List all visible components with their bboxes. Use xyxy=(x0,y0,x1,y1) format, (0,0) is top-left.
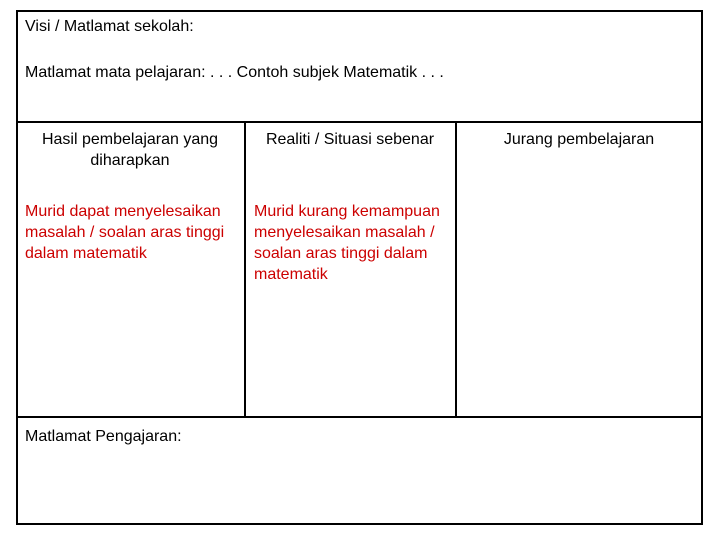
heading-learning-gap: Jurang pembelajaran xyxy=(503,131,655,148)
divider-table-bottom xyxy=(16,416,703,418)
heading-actual-situation: Realiti / Situasi sebenar xyxy=(265,131,435,148)
vision-label: Visi / Matlamat sekolah: xyxy=(25,18,194,35)
subject-goal-label: Matlamat mata pelajaran: . . . Contoh subjek Matematik . . . xyxy=(25,64,444,81)
divider-header-bottom xyxy=(16,121,703,123)
actual-situation-text: Murid kurang kemampuan menyelesaikan masalah / soalan aras tinggi dalam matematik xyxy=(254,203,440,283)
expected-outcome-text: Murid dapat menyelesaikan masalah / soalan aras tinggi dalam matematik xyxy=(25,203,225,262)
divider-column-2 xyxy=(455,121,457,418)
teaching-goal-label: Matlamat Pengajaran: xyxy=(25,428,182,445)
heading-expected-outcome: Hasil pembelajaran yang diharapkan xyxy=(41,131,219,169)
divider-column-1 xyxy=(244,121,246,418)
